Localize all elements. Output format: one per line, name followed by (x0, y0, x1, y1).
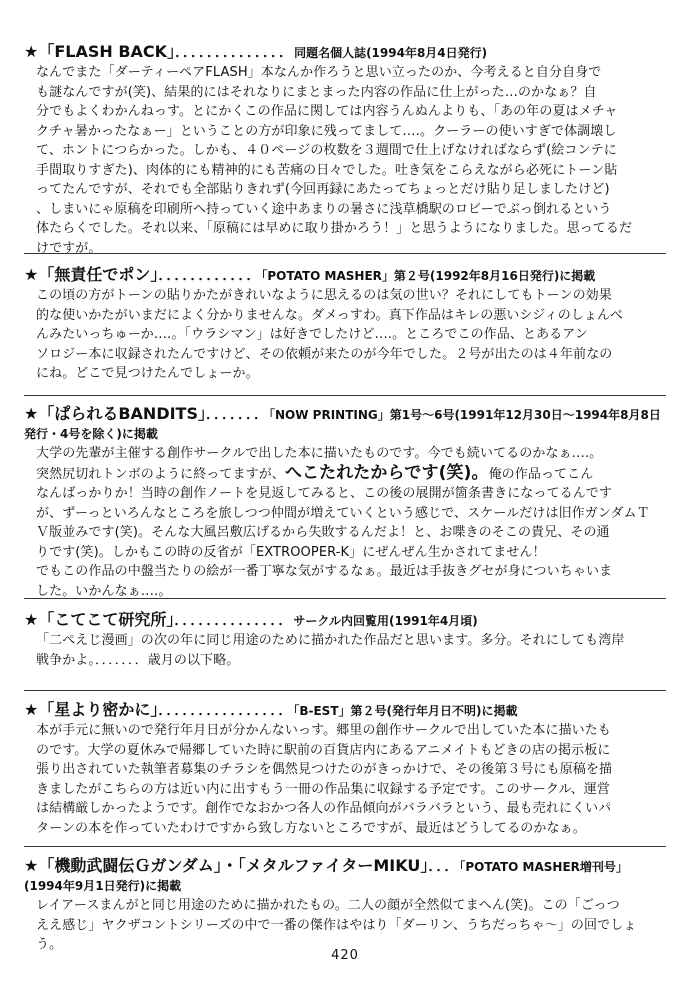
leader-dots: ．．． (428, 859, 460, 875)
body-line: が、ずーっといろんなところを旅しつつ仲間が増えていくという感じで、スケールだけは旧作ガンダムＴ (36, 505, 650, 521)
publication-info: 「NOW PRINTING」第1号～6号(1991年12月30日～1994年8月8日発行・4号を除く)に掲載 (24, 408, 661, 441)
body-line: した。いかんなぁ‥‥。 (36, 583, 172, 599)
entry-musekinin-de-pon (24, 265, 666, 384)
entry-header (24, 265, 666, 286)
entry-kotekote-kenkyujo (24, 610, 666, 670)
entry-title: ★「こてこて研究所」 (24, 610, 175, 629)
body-line: ターンの本を作っていたわけですから致し方ないところですが、最近はどうしてるのかなぁ。 (36, 820, 586, 836)
body-line: ソロジー本に収録されたんですけど、その依頼が来たのが今年でした。２号が出たのは４年前なの (36, 346, 613, 362)
leader-dots: ．．．．．．． (206, 407, 269, 423)
entry-header (24, 404, 666, 444)
publication-info: 「B-EST」第２号(発行年月日不明)に掲載 (293, 704, 518, 718)
body-line: レイアースまんがと同じ用途のために描かれたもの。二人の顔が全然似てまへん(笑)。この「ごっつ (36, 898, 620, 913)
body-line-emphasis (36, 464, 666, 485)
body-line: ええ感じ」ヤクザコントシリーズの中で一番の傑作はやはり「ダーリン、うちだっちゃ～」の回でしょ (36, 917, 637, 933)
body-line: 大学の先輩が主催する創作サークルで出した本に描いたものです。今でも続いてるのかなぁ‥‥。 (36, 446, 603, 461)
publication-info: 同題名個人誌(1994年8月4日発行) (294, 46, 488, 60)
entry-title: ★「無責任でポン」 (24, 265, 159, 284)
body-line: 、しまいにゃ原稿を印刷所へ持っていく途中あまりの暑さに浅草橋駅のロビーでぶっ倒れるという (36, 201, 612, 217)
leader-dots: ．．．．．．．．．．．．．．．． (158, 703, 294, 719)
page-number: 420 (331, 948, 359, 963)
leader-dots: ．．．．．．．．．．．． (158, 268, 262, 284)
body-line: でもこの作品の中盤当たりの絵が一番丁寧な気がするなぁ。最近は手抜きグセが身についちゃいま (36, 564, 613, 579)
body-line: Ｖ版並みです(笑)。そんな大風呂敷広げるから失敗するんだよ！と、お喋きのそこの貴兄、その通 (36, 525, 610, 540)
body-line: う。 (36, 937, 63, 952)
entry-body (36, 896, 666, 955)
entry-header (24, 700, 666, 721)
entry-title: ★「FLASH BACK」 (24, 42, 176, 61)
body-text: 突然尻切れトンボのように終ってますが、 (36, 466, 285, 482)
entry-body (36, 444, 666, 601)
entry-title: ★「機動武闘伝Ｇガンダム」・「メタルファイターMIKU」 (24, 856, 429, 875)
entry-body (36, 286, 666, 384)
body-line: 体たらくでした。それ以来、「原稿には早めに取り掛かろう！」と思うようになりました。思ってるだ (36, 221, 633, 236)
section-divider (24, 598, 666, 599)
emphasized-text: へこたれたからです(笑)。 (284, 462, 489, 483)
entry-header (24, 610, 666, 631)
entry-body (36, 63, 666, 258)
section-divider (24, 846, 666, 847)
entry-body (36, 631, 666, 670)
body-line: ってたんですが、それでも全部貼りきれず(今回再録にあたってちょっとだけ貼り足しましたけど) (36, 182, 610, 197)
body-line: にね。どこで見つけたんでしょーか。 (36, 366, 259, 381)
section-divider (24, 690, 666, 691)
entry-title: ★「星より密かに」 (24, 700, 159, 719)
body-line: 「二ぺえじ漫画」の次の年に同じ用途のために描かれた作品だと思います。多分。それにしても湾岸 (36, 633, 625, 648)
body-line: なんばっかりか！当時の創作ノートを見返してみると、この後の展開が箇条書きになってるんです (36, 486, 613, 501)
body-line: クチャ暑かったなぁー」ということの方が印象に残ってまして‥‥。クーラーの使いすぎで体調壊し (36, 123, 617, 139)
body-line: この頃の方がトーンの貼りかたがきれいなように思えるのは気の世い？それにしてもトーンの効果 (36, 288, 612, 303)
section-divider (24, 253, 666, 254)
body-line: なんでまた「ダーティーペアFLASH」本なんか作ろうと思い立ったのか、今考えると自分自身で (36, 65, 602, 80)
body-line: きましたがこちらの方は近い内に出すもう一冊の作品集に収録する予定です。このサークル、運営 (36, 781, 610, 797)
leader-dots: ．．．．．．．．．．．．．． (174, 613, 294, 629)
body-line: んみたいっちゅーか‥‥。「ウラシマン」は好きでしたけど‥‥。ところでこの作品、とあるアン (36, 327, 588, 342)
publication-info: 「POTATO MASHER」第２号(1992年8月16日発行)に掲載 (261, 269, 596, 283)
body-line: 分でもよくわかんねっす。とにかくこの作品に関しては内容うんぬんよりも、「あの年の夏はメチャ (36, 104, 618, 119)
entry-header (24, 42, 666, 63)
body-line: けですが。 (36, 240, 102, 256)
body-line: りです(笑)。しかもこの時の反省が「EXTROOPER-K」にぜんぜん生かされてません！ (36, 544, 546, 560)
leader-dots: ．．．．．．．．．．．．．． (175, 45, 295, 61)
body-line: て、ホントにつらかった。しかも、４０ページの枚数を３週間で仕上げなければならず(絵コンテに (36, 143, 617, 158)
entry-header (24, 856, 666, 896)
body-line: 手間取りすぎた)、肉体的にも精神的にも苦痛の日々でした。吐き気をこらえながら必死にトーン貼 (36, 162, 618, 178)
body-line: も謎なんですが(笑)、結果的にはそれなりにまとまった内容の作品に仕上がった…のかなぁ？自 (36, 84, 597, 100)
body-text: 俺の作品ってこん (488, 466, 594, 482)
entry-parallel-bandits (24, 404, 666, 601)
entry-hoshi-yori-hisoka-ni (24, 700, 666, 838)
body-line: 張り出されていた執筆者募集のチラシを偶然見つけたのがきっかけで、その後第３号にも原稿を描 (36, 762, 613, 777)
body-line: は結構厳しかったようです。創作でなおかつ各人の作品傾向がバラバラという、最も売れにくいパ (36, 801, 612, 816)
entry-g-gundam-metal-fighter-miku (24, 856, 666, 955)
body-line: 的な使いかたがいまだによく分かりませんな。ダメっすわ。真下作品はキレの悪いシジィのしょんべ (36, 307, 623, 323)
section-divider (24, 395, 666, 396)
body-line: 戦争かよ。．．．．．．．歳月の以下略。 (36, 652, 240, 668)
publication-info: サークル内回覧用(1991年4月頃) (293, 614, 478, 628)
body-line: のです。大学の夏休みで帰郷していた時に駅前の百貨店内にあるアニメイトもどきの店の掲示板に (36, 742, 611, 758)
entry-body (36, 721, 666, 838)
publication-info: 「POTATO MASHER増刊号」(1994年9月1日発行)に掲載 (24, 860, 628, 893)
entry-flash-back (24, 42, 666, 258)
entry-title: ★「ぱられるBANDITS」 (24, 404, 206, 423)
body-line: 本が手元に無いので発行年月日が分かんないっす。郷里の創作サークルで出していた本に描いたも (36, 723, 611, 738)
